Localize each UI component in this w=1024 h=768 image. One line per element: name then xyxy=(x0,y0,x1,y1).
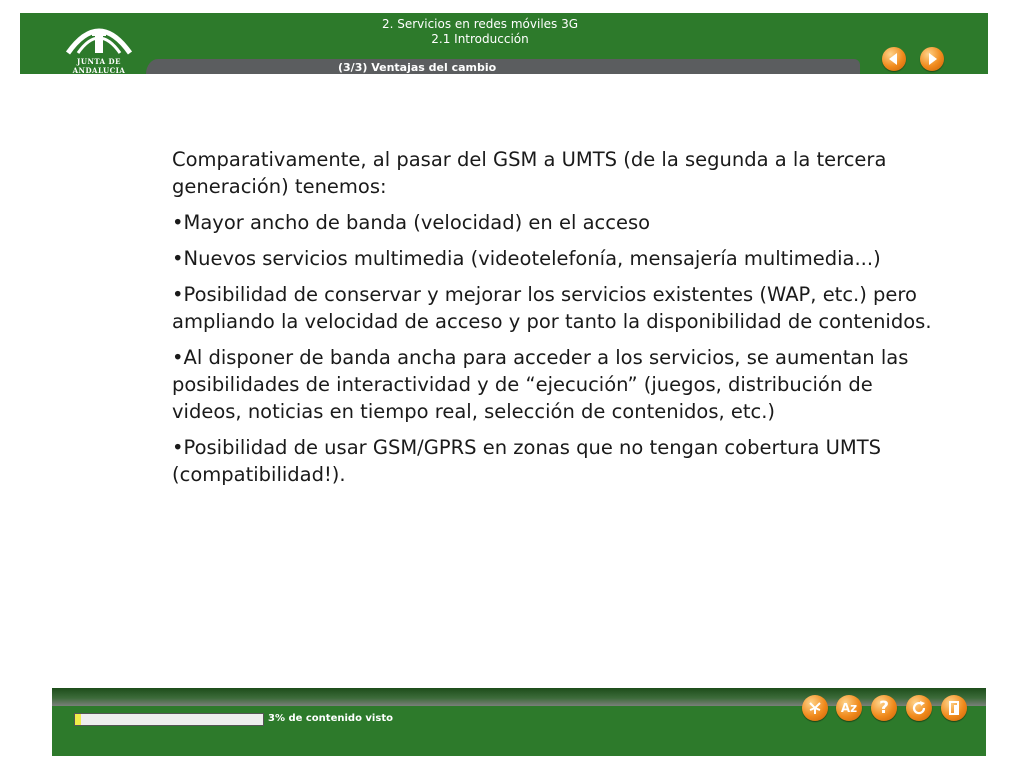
bullet-item: •Mayor ancho de banda (velocidad) en el acceso xyxy=(172,211,651,234)
arrow-right-icon xyxy=(925,52,939,66)
map-icon xyxy=(807,700,823,716)
section-heading xyxy=(320,17,640,47)
junta-de-andalucia-logo xyxy=(54,15,144,75)
intro-paragraph: Comparativamente, al pasar del GSM a UMTS (de la segunda a la tercera generación) tenemos: xyxy=(172,148,887,198)
next-button[interactable] xyxy=(920,47,944,71)
page-title-tab xyxy=(146,59,860,74)
section-title: 2. Servicios en redes móviles 3G xyxy=(381,17,579,31)
progress-label: 3% de contenido visto xyxy=(268,713,393,724)
slide-content xyxy=(172,146,942,497)
glossary-button[interactable] xyxy=(836,695,862,721)
refresh-button[interactable] xyxy=(906,695,932,721)
help-icon: ? xyxy=(879,698,889,718)
andalucia-emblem-icon xyxy=(62,15,136,59)
progress-bar xyxy=(74,713,264,726)
bullet-item: •Al disponer de banda ancha para acceder a los servicios, se aumentan las posibilidades de interactividad y de “ejecución” (juegos, distribución de videos, noticias en tiempo real, selección de contenidos, etc.) xyxy=(172,346,909,423)
help-button[interactable] xyxy=(871,695,897,721)
bullet-item: •Nuevos servicios multimedia (videotelefonía, mensajería multimedia...) xyxy=(172,247,881,270)
logo-text: JUNTA DE ANDALUCIA xyxy=(72,57,126,75)
exit-door-icon xyxy=(946,700,962,716)
refresh-icon xyxy=(911,700,927,716)
arrow-left-icon xyxy=(887,52,901,66)
bullet-item: •Posibilidad de conservar y mejorar los servicios existentes (WAP, etc.) pero ampliando la velocidad de acceso y por tanto la disponibilidad de contenidos. xyxy=(172,283,932,333)
exit-button[interactable] xyxy=(941,695,967,721)
map-button[interactable] xyxy=(802,695,828,721)
glossary-icon: Az xyxy=(840,701,858,715)
previous-button[interactable] xyxy=(882,47,906,71)
progress-fill xyxy=(75,714,81,725)
bullet-item: •Posibilidad de usar GSM/GPRS en zonas que no tengan cobertura UMTS (compatibilidad!). xyxy=(172,436,882,486)
subsection-title: 2.1 Introducción xyxy=(431,32,529,46)
page-title: (3/3) Ventajas del cambio xyxy=(338,61,497,74)
header-bar xyxy=(20,13,988,74)
